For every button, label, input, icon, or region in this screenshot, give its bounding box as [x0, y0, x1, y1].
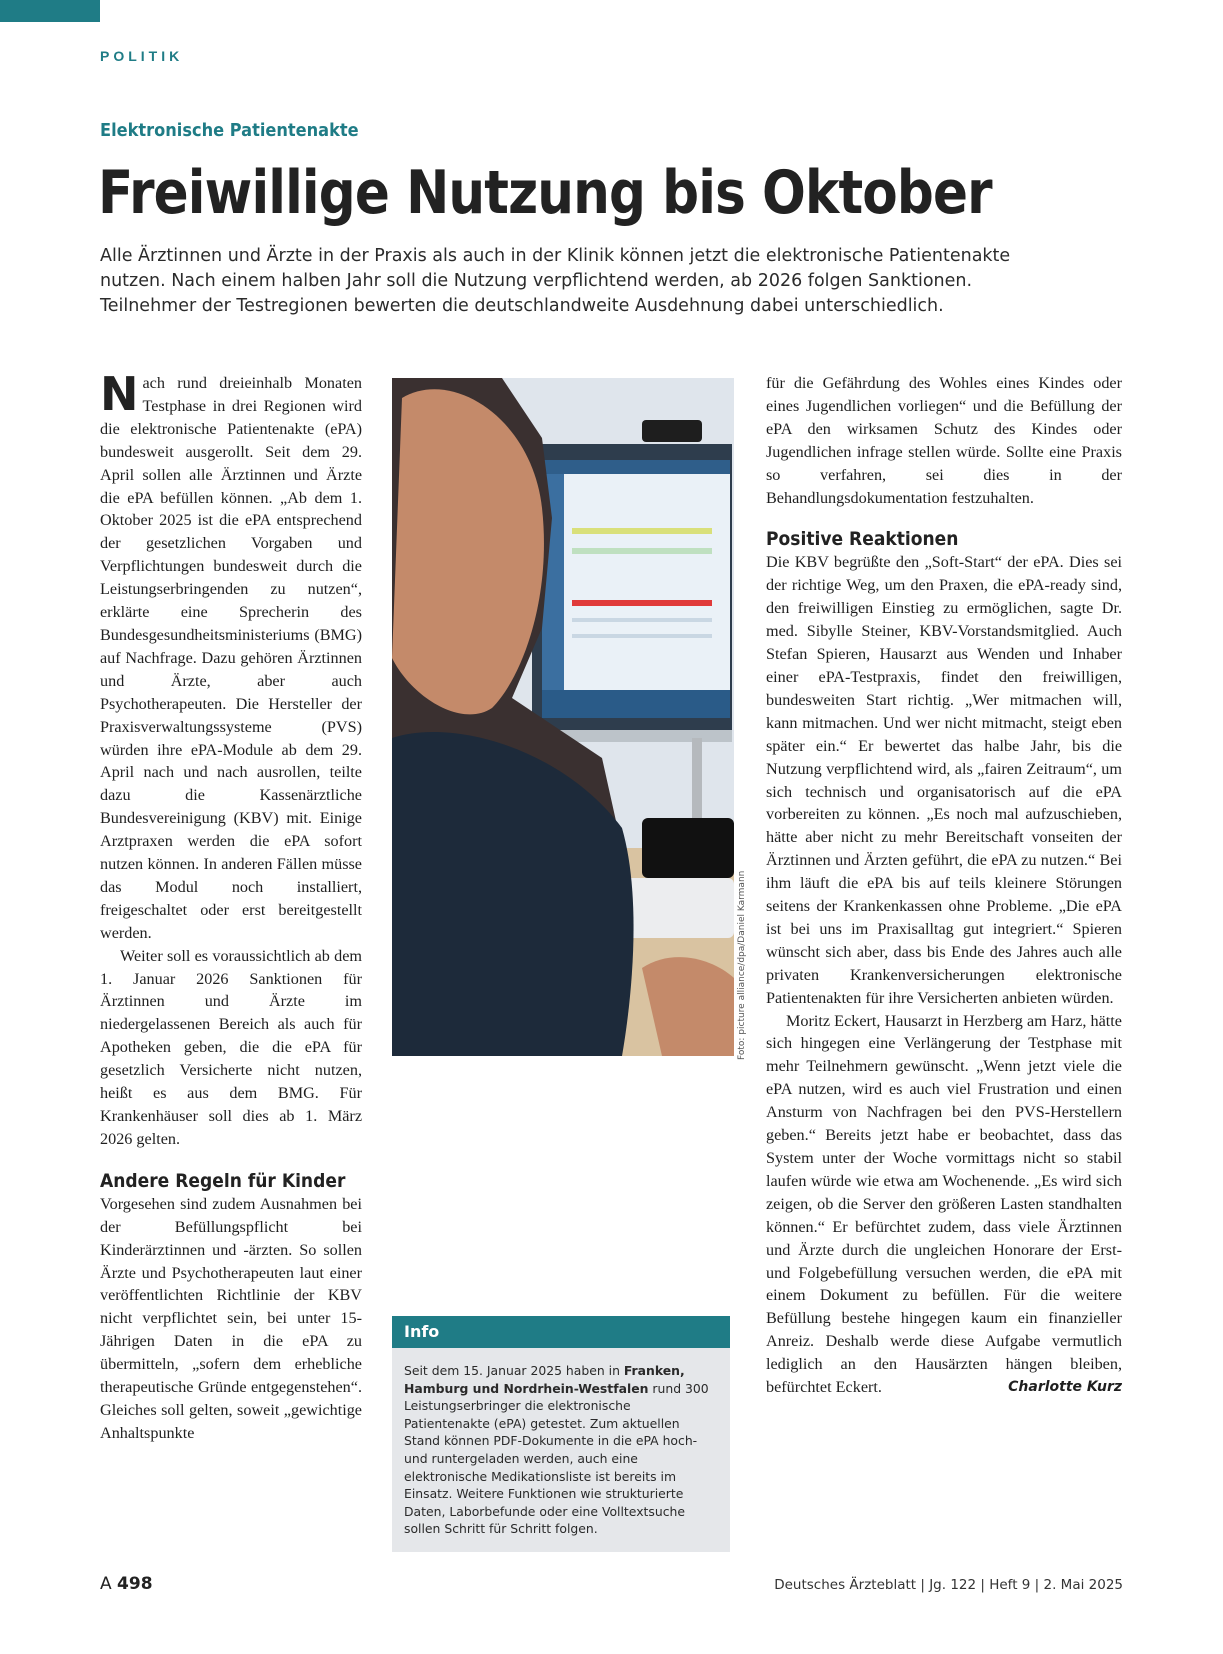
- paragraph: Vorgesehen sind zudem Ausnahmen bei der Befüllungspflicht bei Kinderärztinnen und -ärzten. So sollen Ärzte und Psychotherapeuten laut einer veröffentlichten Richtlinie der KBV nicht verpflichtet sein, bei unter 15-Jährigen Daten in die ePA zu übermitteln, „sofern dem erhebliche therapeutische Gründe entgegenstehen“. Gleiches soll gelten, soweit „gewichtige Anhaltspunkte: [100, 1194, 362, 1442]
- info-text-bold: Franken, Hamburg und Nordrhein-Westfalen: [404, 1363, 685, 1396]
- paragraph: Weiter soll es voraussichtlich ab dem 1. Januar 2026 Sanktionen für Ärztinnen und Ärzte im niedergelassenen Bereich als auch für Apotheken geben, die die ePA für gesetzlich Versicherte nicht nutzen, heißt es aus dem BMG. Für Krankenhäuser soll dies ab 1. März 2026 gelten.: [100, 946, 362, 1148]
- info-text: Seit dem 15. Januar 2025 haben in: [404, 1363, 624, 1378]
- page-number-value: 498: [117, 1574, 153, 1594]
- dropcap: N: [100, 367, 139, 421]
- headline: Freiwillige Nutzung bis Oktober: [98, 158, 992, 228]
- article-photo: [392, 378, 734, 1056]
- lead-line: Alle Ärztinnen und Ärzte in der Praxis als auch in der Klinik können jetzt die elektronische Patientenakte: [100, 246, 1011, 266]
- photo-credit-text: Foto: picture alliance/dpa/Daniel Karmann: [737, 870, 747, 1060]
- info-text: rund 300 Leistungserbringer die elektronische Patientenakte (ePA) getestet. Zum aktuellen Stand können PDF-Dokumente in die ePA hoch- und runtergeladen werden, auch eine elektronische Medikationsliste ist bereits im Einsatz. Weitere Funktionen wie strukturierte Daten, Laborbefunde oder eine Volltextsuche sollen Schritt für Schritt folgen.: [404, 1380, 709, 1537]
- section-label: POLITIK: [100, 48, 184, 64]
- column-right: [766, 372, 1122, 1399]
- page-prefix: A: [100, 1574, 112, 1594]
- page-number: [100, 1574, 153, 1594]
- lead-line: Teilnehmer der Testregionen bewerten die deutschlandweite Ausdehnung dabei unterschiedlich.: [100, 296, 944, 316]
- photo-illustration: [392, 378, 734, 1056]
- subheading: Positive Reaktionen: [766, 528, 959, 551]
- paragraph: [100, 367, 362, 945]
- photo-credit: [736, 870, 750, 1060]
- paragraph: [766, 1010, 1122, 1399]
- lead-line: nutzen. Nach einem halben Jahr soll die Nutzung verpflichtend werden, ab 2026 folgen Sanktionen.: [100, 271, 973, 291]
- paragraph: Die KBV begrüßte den „Soft-Start“ der ePA. Dies sei der richtige Weg, um den Praxen, die ePA-ready sind, den freiwilligen Einstieg zu ermöglichen, sagte Dr. med. Sibylle Steiner, KBV-Vorstandsmitglied. Auch Stefan Spieren, Hausarzt aus Wenden und Inhaber einer ePA-Testpraxis, findet den freiwilligen, bundesweiten Start richtig. „Wer mitmachen will, kann mitmachen. Und wer nicht mitmacht, steigt eben später ein.“ Er bewertet das halbe Jahr, bis die Nutzung verpflichtend wird, als „fairen Zeitraum“, um sich technisch und organisatorisch auf die ePA vorbereiten zu können. „Es noch mal aufzuschieben, hätte aber nicht zu mehr Bereitschaft vonseiten der Ärztinnen und Ärzten geführt, die ePA zu nutzen.“ Bei ihm läuft die ePA bis auf teils kleinere Störungen seitens der Krankenkassen ohne Probleme. „Die ePA ist bei uns im Praxisalltag gut integriert.“ Spieren wünscht sich aber, dass bis Ende des Jahres auch alle privaten Krankenversicherungen elektronische Patientenakten für ihre Versicherten anbieten würden.: [766, 553, 1122, 1007]
- column-left: [100, 367, 362, 1445]
- info-box-title: Info: [392, 1316, 730, 1348]
- subheading: Andere Regeln für Kinder: [100, 1169, 346, 1192]
- paragraph-text: ach rund dreieinhalb Monaten Testphase in drei Regionen wird die elektronische Patientenakte (ePA) bundesweit ausgerollt. Seit dem 29. April sollen alle Ärztinnen und Ärzte die ePA befüllen können. „Ab dem 1. Oktober 2025 ist die ePA entsprechend der gesetzlichen Vorgaben und Verpflichtungen bundesweit durch die Leistungserbringenden zu nutzen“, erklärte eine Sprecherin des Bundesgesundheitsministeriums (BMG) auf Nachfrage. Dazu gehören Ärztinnen und Ärzte, aber auch Psychotherapeuten. Die Hersteller der Praxisverwaltungssysteme (PVS) würden ihre ePA-Module ab dem 29. April nach und nach ausrollen, teilte dazu die Kassenärztliche Bundesvereinigung (KBV) mit. Einige Arztpraxen werden die ePA sofort nutzen können. In anderen Fällen müsse das Modul noch installiert, freigeschaltet oder erst bereitgestellt werden.: [100, 374, 362, 942]
- paragraph: für die Gefährdung des Wohles eines Kindes oder eines Jugendlichen vorliegen“ und die Befüllung der ePA den wirksamen Schutz des Kindes oder Jugendlichen infrage stellen würde. Sollte eine Praxis so verfahren, sei dies in der Behandlungsdokumentation festzuhalten.: [766, 374, 1122, 507]
- journal-info: Deutsches Ärzteblatt | Jg. 122 | Heft 9 | 2. Mai 2025: [774, 1577, 1123, 1593]
- lead-paragraph: [100, 244, 1100, 319]
- kicker: Elektronische Patientenakte: [100, 120, 359, 141]
- paragraph-text: Moritz Eckert, Hausarzt in Herzberg am Harz, hätte sich hingegen eine Verlängerung der Testphase mit mehr Teilnehmern gewünscht. „Wenn jetzt viele die ePA nutzen, wird es auch viel Frustration und einen Ansturm von Nachfragen bei den PVS-Herstellern geben.“ Bereits jetzt habe er beobachtet, dass das System unter der Woche vormittags nicht so stabil laufen würde wie etwa am Wochenende. „Es wird sich zeigen, ob die Server den größeren Lasten standhalten können.“ Er befürchtet zudem, dass viele Ärztinnen und Ärzte durch die ungleichen Honorare der Erst- und Folgebefüllung versuchen werden, die ePA mit einem Dokument zu befüllen. Für die weitere Befüllung bestehe hingegen kaum ein finanzieller Anreiz. Deshalb werde diese Aufgabe vermutlich lediglich an den Hausärzten hängen bleiben, befürchtet Eckert.: [766, 1011, 1122, 1397]
- info-box-body: [392, 1348, 730, 1552]
- accent-bar: [0, 0, 100, 22]
- author-byline: Charlotte Kurz: [1008, 1379, 1122, 1396]
- info-box: [392, 1316, 730, 1552]
